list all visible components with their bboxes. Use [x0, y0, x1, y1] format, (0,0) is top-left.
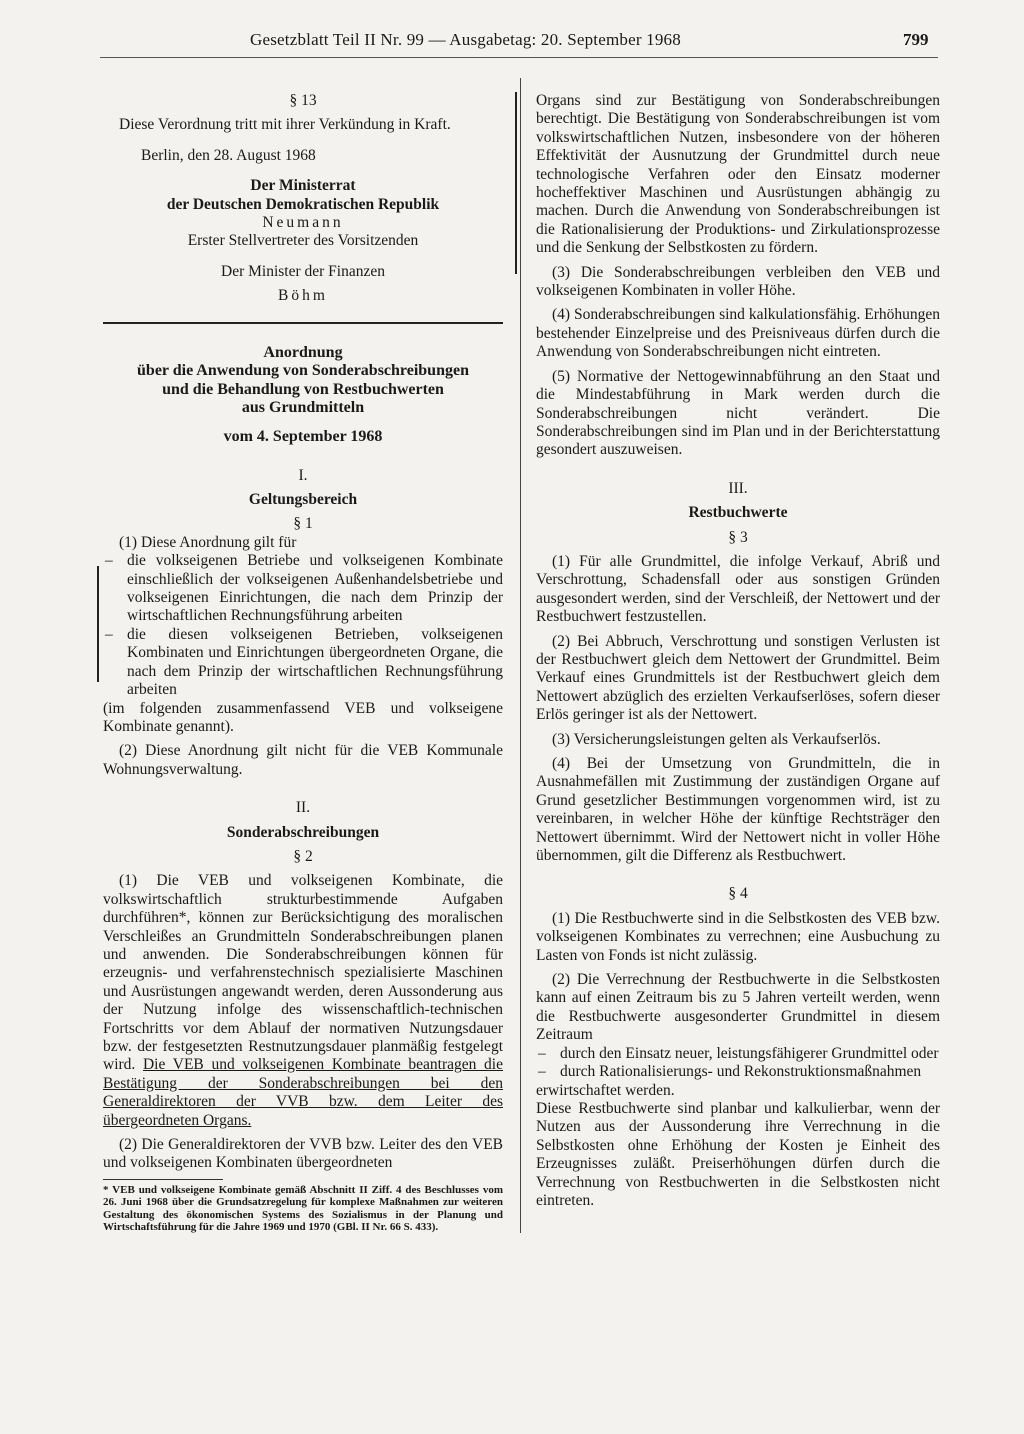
- signer-1-title: Erster Stellvertreter des Vorsitzenden: [187, 232, 419, 250]
- separator-rule: [103, 322, 503, 324]
- dash-bullet: –: [105, 625, 113, 643]
- page-number: 799: [903, 30, 929, 49]
- paragraph-3-4: (4) Bei der Umsetzung von Grundmitteln, die in Ausnahmefällen mit Zustimmung der zuständigen Organe auf Grund gesetzlicher Bestimmungen vorgenommen wird, ist zu vereinbaren, in welcher Höhe der künftige Rechtsträger den Nettowert übernimmt. Wird der Nettowert nicht in voller Höhe übernommen, gilt die Differenz als Restbuchwert.: [536, 755, 940, 865]
- section-13-heading: § 13: [289, 92, 317, 109]
- list-item-text: die diesen volkseigenen Betrieben, volkseigenen Kombinaten und Einrichtungen übergeordneten Organe, die nach dem Prinzip der wirtschaftlichen Rechnungsführung arbeiten: [127, 625, 503, 699]
- footnote: * VEB und volkseigene Kombinate gemäß Abschnitt II Ziff. 4 des Beschlusses vom 26. Juni 1968 über die Grundsatzregelung für komplexe Maßnahmen zur weiteren Gestaltung des ökonomischen Systems des Sozialismus in der Planung und Wirtschaftsführung für die Jahre 1969 und 1970 (GBl. II Nr. 66 S. 433).: [103, 1183, 503, 1234]
- place-date: Berlin, den 28. August 1968: [141, 146, 316, 164]
- ordinance-title-line: und die Behandlung von Restbuchwerten: [162, 380, 444, 398]
- ordinance-title-line: Anordnung: [263, 343, 343, 361]
- paragraph-4-2-tail: erwirtschaftet werden.: [536, 1081, 675, 1099]
- section-3-number: III.: [728, 479, 748, 497]
- ordinance-date: vom 4. September 1968: [223, 428, 383, 446]
- paragraph-3-3: (3) Versicherungsleistungen gelten als Verkaufserlös.: [552, 730, 881, 748]
- paragraph-3-heading: § 3: [728, 528, 748, 546]
- council-name-1: Der Ministerrat: [250, 177, 356, 195]
- paragraph-4-heading: § 4: [728, 885, 748, 903]
- list-item: [536, 1063, 940, 1081]
- paragraph-1-1-tail: (im folgenden zusammenfassend VEB und volkseigene Kombinate genannt).: [103, 699, 503, 735]
- section-2-number: II.: [295, 799, 311, 817]
- section-13-text: Diese Verordnung tritt mit ihrer Verkündung in Kraft.: [119, 116, 451, 134]
- list-item-text: durch den Einsatz neuer, leistungsfähigerer Grundmittel oder: [560, 1044, 939, 1062]
- list-item-text: die volkseigenen Betriebe und volkseigenen Kombinate einschließlich der volkseigenen Außenhandelsbetriebe und volkseigenen Einrichtungen, die nach dem Prinzip der wirtschaftlichen Rechnungsführung arbeiten: [127, 552, 503, 625]
- paragraph-3-1: (1) Für alle Grundmittel, die infolge Verkauf, Abriß und Verschrottung, Schadensfall oder aus sonstigen Gründen ausgesondert werden, sind der Verschleiß, der Nettowert und der Restbuchwert festzustellen.: [536, 552, 940, 626]
- ordinance-title: [103, 344, 503, 447]
- right-column: [536, 92, 940, 1210]
- paragraph-2-heading: § 2: [293, 847, 313, 865]
- section-1-title: Geltungsbereich: [248, 491, 358, 509]
- paragraph-2-3: (3) Die Sonderabschreibungen verbleiben den VEB und volkseigenen Kombinaten in voller Höhe.: [536, 263, 940, 300]
- margin-change-bar: [97, 566, 99, 682]
- dash-bullet: –: [105, 552, 113, 570]
- paragraph-2-1-underlined: Die VEB und volkseigenen Kombinate beantragen die Bestätigung der Sonderabschreibungen bei den Generaldirektoren der VVB bzw. dem Leiter des übergeordneten Organs.: [103, 1056, 503, 1129]
- header-rule: [100, 57, 938, 58]
- list-item: [536, 1045, 940, 1063]
- signer-1: Neumann: [262, 214, 344, 232]
- section-2-title: Sonderabschreibungen: [226, 823, 380, 841]
- paragraph-4-2: (2) Die Verrechnung der Restbuchwerte in die Selbstkosten kann auf einen Zeitraum bis zu 5 Jahren verteilt werden, wenn die Restbuchwerte ausgesonderter Grundmittel in diesem Zeitraum: [536, 971, 940, 1044]
- paragraph-2-1-text: (1) Die VEB und volkseigenen Kombinate, die volkswirtschaftlich strukturbestimmende Aufgaben durchführen*, können zur Berücksichtigung des moralischen Verschleißes an Grundmitteln Sonderabschreibungen planen und anwenden. Die Sonderabschreibungen können für erzeugnis- und verfahrenstechnisch spezialisierte Maschinen und Ausrüstungen angewandt werden, deren Aussonderung aus der Nutzung infolge des wissenschaftlich-technischen Fortschritts vor dem Ablauf der normativen Nutzungsdauer bzw. der festgesetzten Restnutzungsdauer planmäßig festgelegt wird.: [103, 872, 503, 1074]
- minister-title: Der Minister der Finanzen: [221, 262, 385, 280]
- council-name-2: der Deutschen Demokratischen Republik: [166, 195, 440, 213]
- dash-bullet: –: [538, 1063, 546, 1081]
- paragraph-4-1: (1) Die Restbuchwerte sind in die Selbstkosten des VEB bzw. volkseigenen Kombinates zu verrechnen; eine Ausbuchung zu Lasten von Fonds ist nicht zulässig.: [536, 909, 940, 964]
- column-divider: [520, 78, 521, 1233]
- list-item: [103, 626, 503, 700]
- footnote-rule: [103, 1179, 223, 1180]
- left-column: [103, 92, 503, 1233]
- margin-change-bar: [515, 92, 517, 274]
- running-head: Gesetzblatt Teil II Nr. 99 — Ausgabetag: 20. September 1968: [250, 30, 681, 49]
- paragraph-1-2: (2) Diese Anordnung gilt nicht für die VEB Kommunale Wohnungsverwaltung.: [103, 742, 503, 778]
- paragraph-3-2: (2) Bei Abbruch, Verschrottung und sonstigen Verlusten ist der Restbuchwert gleich dem Nettowert der Grundmittel. Beim Verkauf eines Grundmittels ist der Restbuchwert gleich dem Nettowert abzüglich des erzielten Verkaufserlöses, sofern dieser Erlös geringer ist als der Nettowert.: [536, 632, 940, 724]
- paragraph-1-1: (1) Diese Anordnung gilt für: [119, 533, 297, 551]
- dash-bullet: –: [538, 1044, 546, 1062]
- signer-2: Böhm: [278, 287, 328, 305]
- paragraph-2-5: (5) Normative der Nettogewinnabführung an den Staat und die Mindestabführung in Mark werden durch die Sonderabschreibungen nicht verändert. Die Sonderabschreibungen sind im Plan und in der Berichterstattung gesondert auszuweisen.: [536, 367, 940, 459]
- paragraph-2-2: (2) Die Generaldirektoren der VVB bzw. Leiter des den VEB und volkseigenen Kombinaten übergeordneten: [103, 1136, 503, 1172]
- paragraph-1-heading: § 1: [293, 515, 313, 533]
- ordinance-title-line: aus Grundmitteln: [241, 399, 365, 417]
- list-item: [103, 552, 503, 626]
- section-3-title: Restbuchwerte: [688, 504, 788, 522]
- ordinance-title-line: über die Anwendung von Sonderabschreibungen: [137, 362, 469, 380]
- paragraph-2-4: (4) Sonderabschreibungen sind kalkulationsfähig. Erhöhungen bestehender Einzelpreise und des Preisniveaus dürfen durch die Anwendung von Sonderabschreibungen nicht eintreten.: [536, 306, 940, 361]
- paragraph-4-3: Diese Restbuchwerte sind planbar und kalkulierbar, wenn der Nutzen aus der Aussonderung ihre Verrechnung in die Selbstkosten ohne Erhöhung der Kosten je Einheit des Erzeugnisses zuläßt. Preiserhöhungen dürfen durch die Verrechnung von Restbuchwerten in die Selbstkosten nicht eintreten.: [536, 1099, 940, 1209]
- paragraph-2-1: [103, 872, 503, 1130]
- section-1-number: I.: [298, 466, 308, 484]
- list-item-text: durch Rationalisierungs- und Rekonstruktionsmaßnahmen: [560, 1063, 922, 1081]
- paragraph-2-2-continued: Organs sind zur Bestätigung von Sonderabschreibungen berechtigt. Die Bestätigung von Sonderabschreibungen ist vom volkswirtschaftlichen Nutzen, insbesondere von der höheren Effektivität der Ausnutzung der Grundmittel durch neue technologische Verfahren oder den Einsatz moderner hocheffektiver Maschinen und Ausrüstungen abhängig zu machen. Durch die Anwendung von Sonderabschreibungen ist die Rationalisierung der Produktions- und Zirkulationsprozesse und die Senkung der Selbstkosten zu fördern.: [536, 92, 940, 257]
